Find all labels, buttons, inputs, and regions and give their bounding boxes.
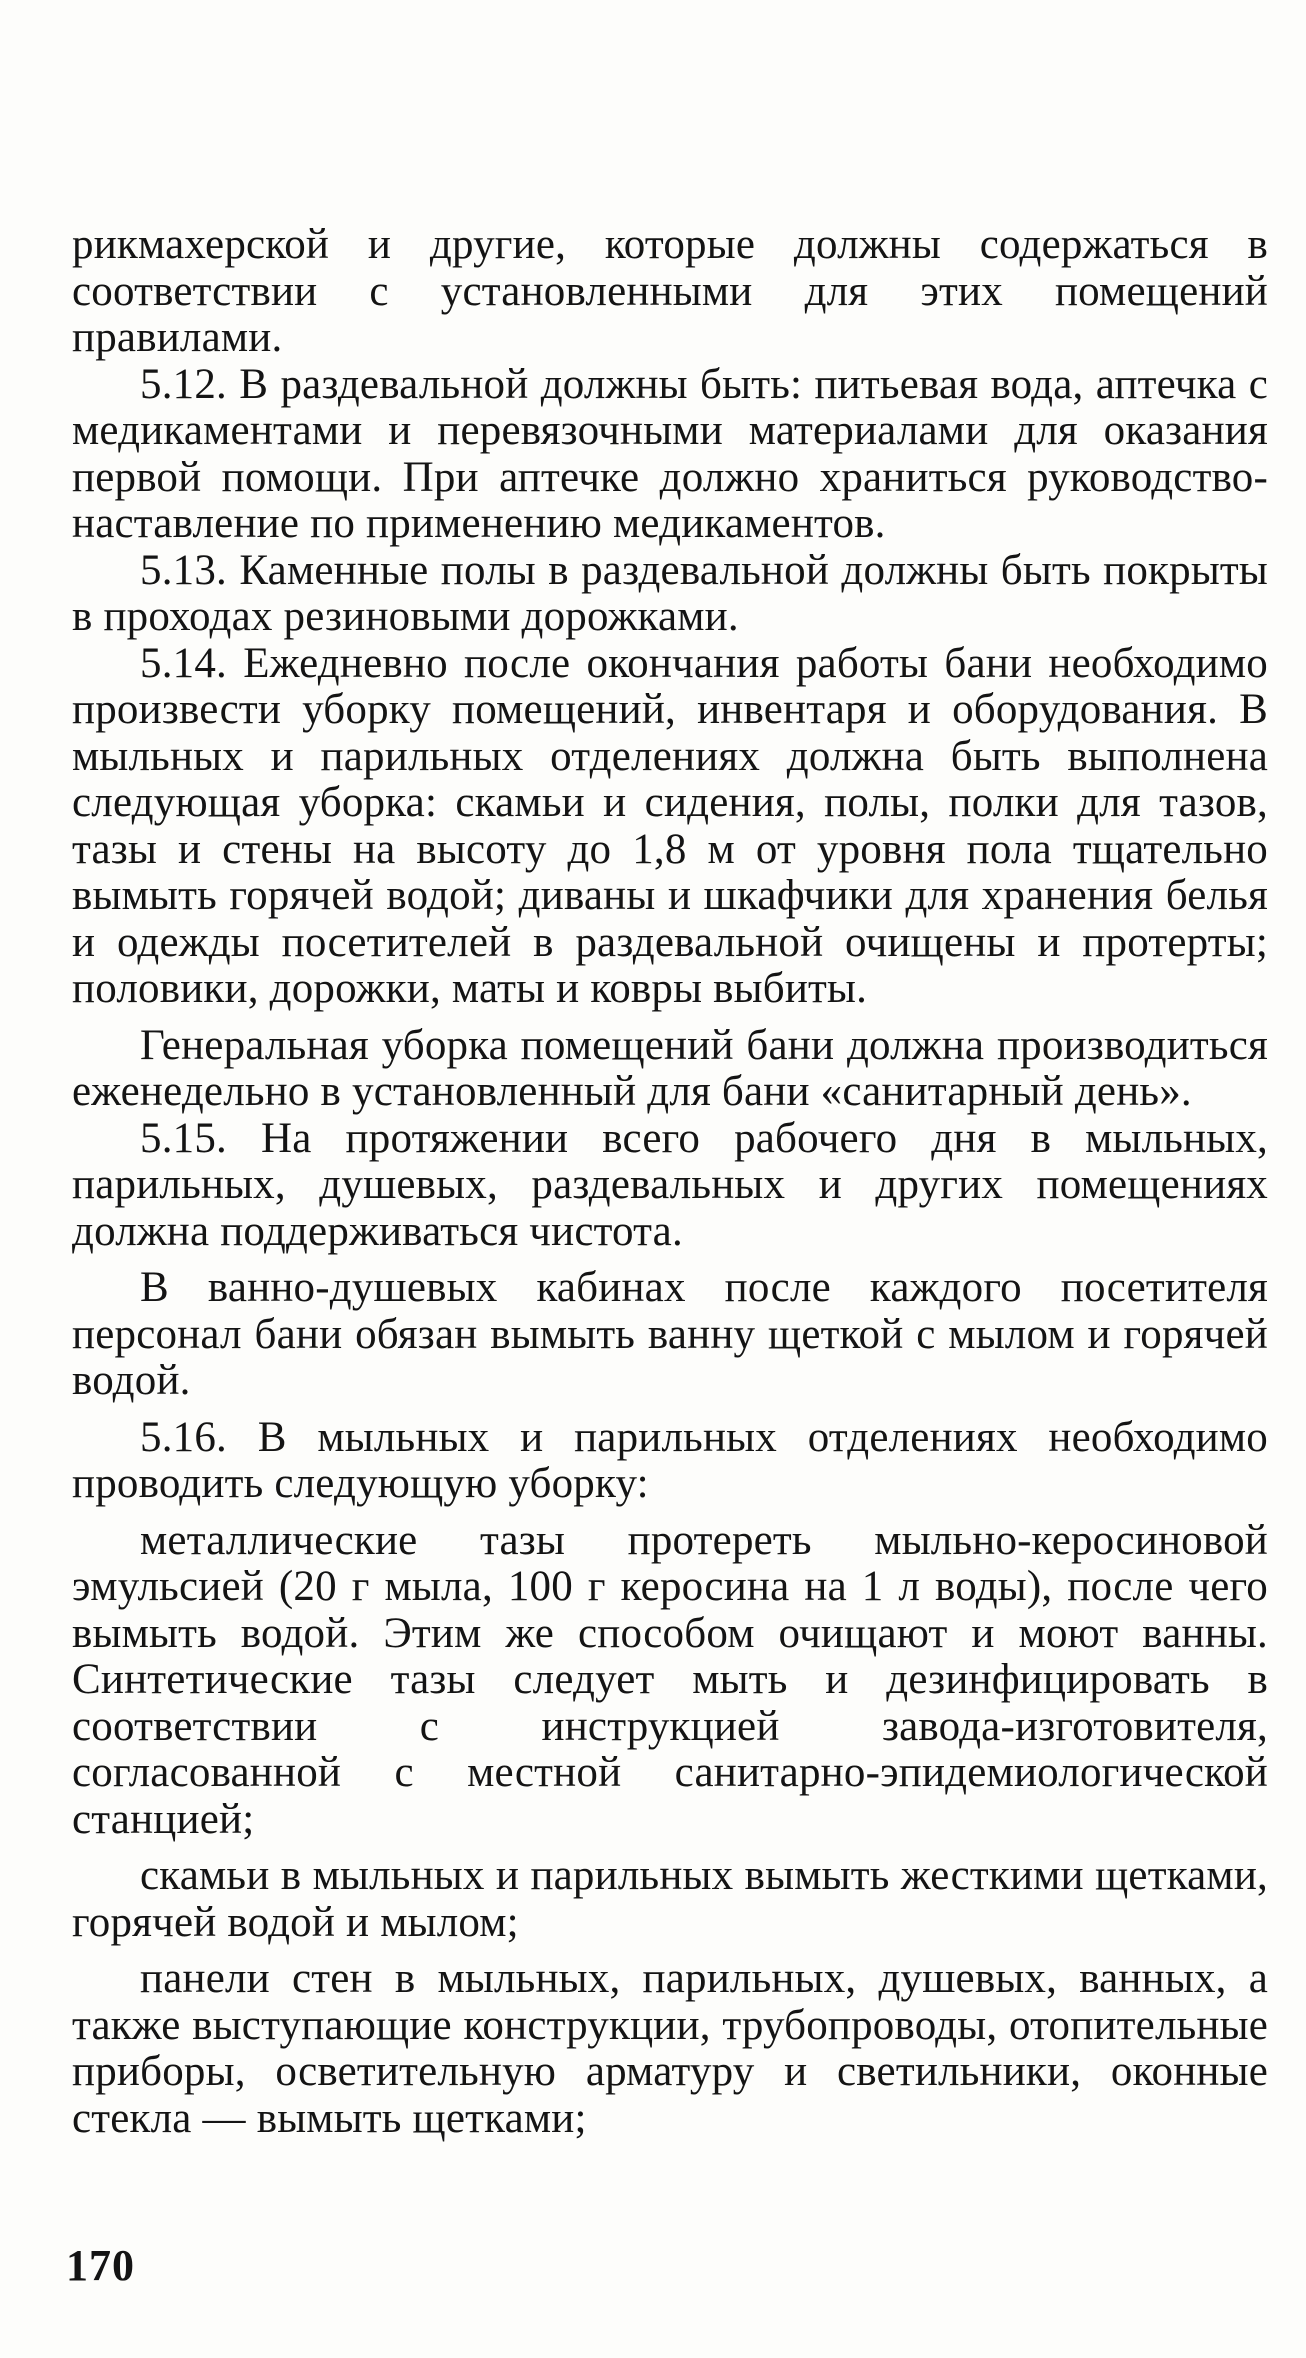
paragraph-5-14: 5.14. Ежедневно после окончания работы бани необходимо произвести уборку помещений, инвентаря и оборудования. В мыльных и парильных отделениях должна быть выполнена следующая уборка: скамьи и сидения, полы, полки для тазов, тазы и стены на высоту до 1,8 м от уровня пола тщательно вымыть горячей водой; диваны и шкафчики для хранения белья и одежды посетителей в раздевальной очищены и протерты; половики, дорожки, маты и ковры выбиты. (72, 639, 1268, 1012)
paragraph-wall-panels: панели стен в мыльных, парильных, душевых, ванных, а также выступающие конструкции, трубопроводы, отопительные приборы, осветительную арматуру и светильники, оконные стекла — вымыть щетками; (72, 1955, 1268, 2142)
paragraph-general-cleaning: Генеральная уборка помещений бани должна производиться еженедельно в установленный для бани «санитарный день». (72, 1021, 1268, 1115)
paragraph-bath-cabins: В ванно-душевых кабинах после каждого посетителя персонал бани обязан вымыть ванну щеткой с мылом и горячей водой. (72, 1264, 1268, 1404)
paragraph-5-16: 5.16. В мыльных и парильных отделениях необходимо проводить следующую уборку: (72, 1413, 1268, 1507)
paragraph-5-15: 5.15. На протяжении всего рабочего дня в мыльных, парильных, душевых, раздевальных и других помещениях должна поддерживаться чистота. (72, 1114, 1268, 1255)
paragraph-continuation: рикмахерской и другие, которые должны содержаться в соответствии с установленными для этих помещений правилами. (72, 221, 1268, 361)
paragraph-metal-basins: металлические тазы протереть мыльно-керосиновой эмульсией (20 г мыла, 100 г керосина на 1 л воды), после чего вымыть водой. Этим же способом очищают и моют ванны. Синтетические тазы следует мыть и дезинфицировать в соответствии с инструкцией завода-изготовителя, согласованной с местной санитарно-эпидемиологической станцией; (72, 1516, 1268, 1843)
paragraph-5-12: 5.12. В раздевальной должны быть: питьевая вода, аптечка с медикаментами и перевязочными материалами для оказания первой помощи. При аптечке должно храниться руководство-наставление по применению медикаментов. (72, 360, 1268, 547)
page-number: 170 (66, 2241, 135, 2290)
body-text (72, 222, 1268, 2142)
paragraph-5-13: 5.13. Каменные полы в раздевальной должны быть покрыты в проходах резиновыми дорожками. (72, 546, 1268, 640)
paragraph-benches: скамьи в мыльных и парильных вымыть жесткими щетками, горячей водой и мылом; (72, 1852, 1268, 1946)
